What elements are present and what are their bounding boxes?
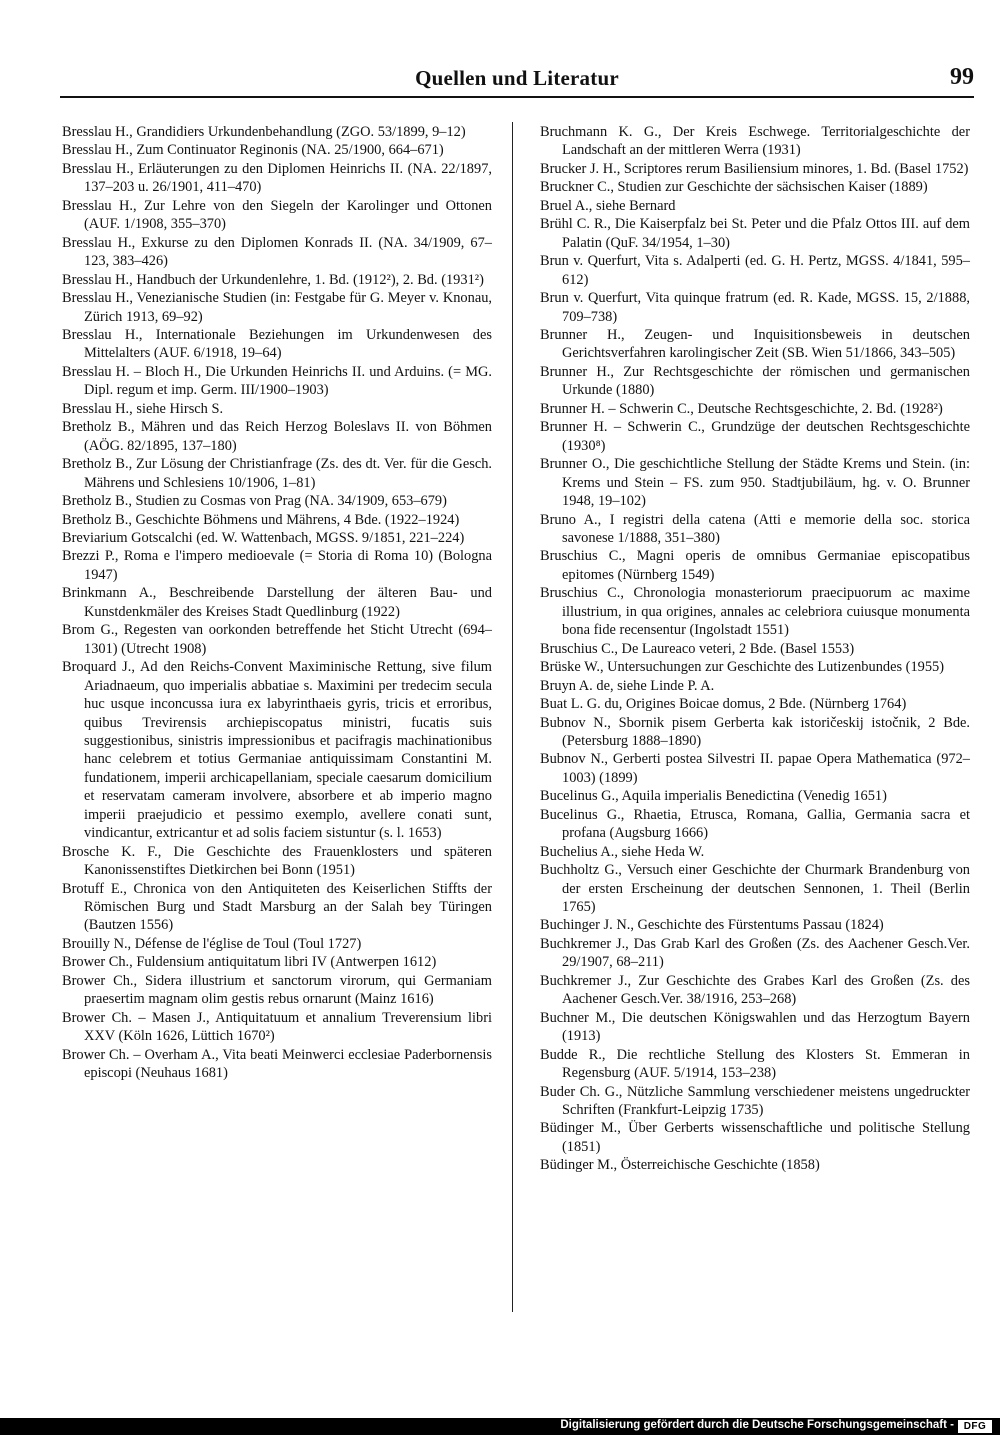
bibliography-entry: Bresslau H., Venezianische Studien (in: Festgabe für G. Meyer v. Knonau, Zürich 1913, 69–92) (62, 290, 492, 325)
bibliography-entry: Brucker J. H., Scriptores rerum Basiliensium minores, 1. Bd. (Basel 1752) (540, 160, 969, 177)
bibliography-entry: Bucelinus G., Aquila imperialis Benedictina (Venedig 1651) (540, 788, 887, 805)
bibliography-entry: Brouilly N., Défense de l'église de Toul (Toul 1727) (62, 935, 362, 952)
bibliography-entry: Bruno A., I registri della catena (Atti e memorie della soc. storica savonese 1/1888, 351–380) (540, 511, 970, 546)
bibliography-entry: Brezzi P., Roma e l'impero medioevale (= Storia di Roma 10) (Bologna 1947) (62, 548, 492, 583)
bibliography-entry: Buchkremer J., Zur Geschichte des Grabes Karl des Großen (Zs. des Aachener Gesch.Ver. 38/1916, 253–268) (540, 972, 970, 1008)
bibliography-entry: Bresslau H., Internationale Beziehungen im Urkundenwesen des Mittelalters (AUF. 6/1918, 19–64) (62, 326, 492, 362)
bibliography-entry: Buchkremer J., Das Grab Karl des Großen (Zs. des Aachener Gesch.Ver. 29/1907, 68–211) (540, 935, 970, 971)
bibliography-entry: Bruckner C., Studien zur Geschichte der sächsischen Kaiser (1889) (540, 179, 928, 196)
footer-bar (0, 1418, 1000, 1435)
bibliography-entry: Bresslau H., Erläuterungen zu den Diplomen Heinrichs II. (NA. 22/1897, 137–203 u. 26/1901, 411–470) (62, 160, 492, 196)
bibliography-entry: Brun v. Querfurt, Vita quinque fratrum (ed. R. Kade, MGSS. 15, 2/1888, 709–738) (540, 290, 970, 325)
bibliography-entry: Broquard J., Ad den Reichs-Convent Maximinische Rettung, sive filum Ariadnaeum, quo imperialis abbatiae s. Maximini per tredecim secula huc usque inconcussa iura ex labyrinthaeis gyris, tricis et erroribus, quibus Trevirensis archiepiscopatus ministri, fucatis suis suggestionibus, sinistris impressionibus et pacifragis machinationibus hanc celebrem et totius Germaniae antiquissimam Constantini M. fundationem, imperii archicapellaniam, speciale caesarum domicilium et reservatam cameram involvere, absorbere et ab imperio magno imperii praejudicio et pessimo exemplo, avellere conati sunt, vindicantur, extricantur et ad solis faciem sistuntur (s. l. 1653) (62, 659, 492, 842)
bibliography-entry: Büdinger M., Über Gerberts wissenschaftliche und politische Stellung (1851) (540, 1120, 970, 1155)
bibliography-entry: Bretholz B., Geschichte Böhmens und Mährens, 4 Bde. (1922–1924) (62, 511, 460, 528)
bibliography-entry: Breviarium Gotscalchi (ed. W. Wattenbach, MGSS. 9/1851, 221–224) (62, 529, 465, 546)
bibliography-entry: Bretholz B., Studien zu Cosmas von Prag (NA. 34/1909, 653–679) (62, 493, 447, 510)
bibliography-entry: Brunner H. – Schwerin C., Grundzüge der deutschen Rechtsgeschichte (1930⁸) (540, 419, 970, 454)
page-number: 99 (950, 64, 974, 90)
bibliography-entry: Buchelius A., siehe Heda W. (540, 843, 705, 860)
page-title: Quellen und Literatur (415, 66, 619, 90)
bibliography-entry: Bruyn A. de, siehe Linde P. A. (540, 677, 715, 694)
bibliography-entry: Brinkmann A., Beschreibende Darstellung der älteren Bau- und Kunstdenkmäler des Kreises Stadt Quedlinburg (1922) (62, 585, 492, 620)
bibliography-entry: Buder Ch. G., Nützliche Sammlung verschiedener meistens ungedruckter Schriften (Frankfurt-Leipzig 1735) (540, 1083, 970, 1119)
bibliography-entry: Büdinger M., Österreichische Geschichte (1858) (540, 1157, 820, 1174)
running-header (60, 62, 974, 98)
bibliography-entry: Bresslau H. – Bloch H., Die Urkunden Heinrichs II. und Arduins. (= MG. Dipl. regum et imp. Germ. III/1900–1903) (62, 363, 492, 399)
bibliography-entry: Brunner H. – Schwerin C., Deutsche Rechtsgeschichte, 2. Bd. (1928²) (540, 400, 943, 417)
bibliography-entry: Bretholz B., Mähren und das Reich Herzog Boleslavs II. von Böhmen (AÖG. 82/1895, 137–180) (62, 419, 492, 454)
bibliography-entry: Bresslau H., Handbuch der Urkundenlehre, 1. Bd. (1912²), 2. Bd. (1931²) (62, 271, 484, 288)
bibliography-entry: Brun v. Querfurt, Vita s. Adalperti (ed. G. H. Pertz, MGSS. 4/1841, 595–612) (540, 253, 970, 288)
bibliography-entry: Brower Ch., Fuldensium antiquitatum libri IV (Antwerpen 1612) (62, 954, 437, 971)
left-column (62, 123, 492, 1083)
bibliography-entry: Bucelinus G., Rhaetia, Etrusca, Romana, Gallia, Germania sacra et profana (Augsburg 1666) (540, 806, 970, 842)
bibliography-entry: Buchholtz G., Versuch einer Geschichte der Churmark Brandenburg von der ersten Erscheinung der deutschen Sennonen, 1. Theil (Berlin 1765) (540, 862, 970, 916)
bibliography-entry: Buchinger J. N., Geschichte des Fürstentums Passau (1824) (540, 917, 884, 934)
bibliography-entry: Bresslau H., siehe Hirsch S. (62, 400, 224, 417)
bibliography-entry: Brosche K. F., Die Geschichte des Frauenklosters und späteren Kanonissenstiftes Dietkirchen bei Bonn (1951) (62, 843, 492, 879)
bibliography-entry: Bruel A., siehe Bernard (540, 197, 676, 214)
bibliography-entry: Brüske W., Untersuchungen zur Geschichte des Lutizenbundes (1955) (540, 659, 945, 676)
bibliography-entry: Bubnov N., Gerberti postea Silvestri II. papae Opera Mathematica (972–1003) (1899) (540, 751, 970, 786)
bibliography-entry: Brower Ch. – Overham A., Vita beati Meinwerci ecclesiae Paderbornensis episcopi (Neuhaus 1681) (62, 1046, 492, 1082)
bibliography-entry: Brunner H., Zeugen- und Inquisitionsbeweis in deutschen Gerichtsverfahren karolingischer Zeit (SB. Wien 51/1866, 343–505) (540, 326, 970, 362)
bibliography-entry: Brunner H., Zur Rechtsgeschichte der römischen und germanischen Urkunde (1880) (540, 363, 970, 399)
bibliography-entry: Brower Ch. – Masen J., Antiquitatuum et annalium Treverensium libri XXV (Köln 1626, Lüttich 1670²) (62, 1009, 492, 1045)
bibliography-entry: Bresslau H., Zum Continuator Reginonis (NA. 25/1900, 664–671) (62, 142, 444, 159)
bibliography-entry: Bruchmann K. G., Der Kreis Eschwege. Territorialgeschichte der Landschaft an der mittleren Werra (1931) (540, 124, 970, 159)
bibliography-entry: Bruschius C., Chronologia monasteriorum praecipuorum ac maxime illustrium, in qua origines, annales ac celebriora cuiusque monumenta bona fide recensentur (Ingolstadt 1551) (540, 585, 970, 639)
bibliography-entry: Brunner O., Die geschichtliche Stellung der Städte Krems und Stein. (in: Krems und Stein – FS. zum 950. Stadtjubiläum, hg. v. O. Brunner 1948, 19–102) (540, 456, 970, 510)
bibliography-entry: Bretholz B., Zur Lösung der Christianfrage (Zs. des dt. Ver. für die Gesch. Mährens und Schlesiens 10/1906, 1–81) (62, 456, 492, 491)
bibliography-entry: Brom G., Regesten van oorkonden betreffende het Sticht Utrecht (694–1301) (Utrecht 1908) (62, 622, 492, 657)
bibliography-entry: Bruschius C., De Laureaco veteri, 2 Bde. (Basel 1553) (540, 640, 855, 657)
bibliography-entry: Bresslau H., Grandidiers Urkundenbehandlung (ZGO. 53/1899, 9–12) (62, 124, 466, 140)
bibliography-entry: Bresslau H., Exkurse zu den Diplomen Konrads II. (NA. 34/1909, 67–123, 383–426) (62, 234, 492, 270)
bibliography-entry: Brotuff E., Chronica von den Antiquiteten des Keiserlichen Stiffts der Römischen Burg und Stadt Marsburg an der Salah bey Türingen (Bautzen 1556) (62, 880, 492, 934)
bibliography-entry: Brühl C. R., Die Kaiserpfalz bei St. Peter und die Pfalz Ottos III. auf dem Palatin (QuF. 34/1954, 1–30) (540, 216, 970, 251)
bibliography-entry: Bresslau H., Zur Lehre von den Siegeln der Karolinger und Ottonen (AUF. 1/1908, 355–370) (62, 197, 492, 233)
right-column (540, 123, 970, 1175)
bibliography-entry: Bubnov N., Sbornik pisem Gerberta kak istoričeskij istočnik, 2 Bde. (Petersburg 1888–1890) (540, 714, 970, 749)
bibliography-entry: Buchner M., Die deutschen Königswahlen und das Herzogtum Bayern (1913) (540, 1009, 970, 1045)
bibliography-entry: Budde R., Die rechtliche Stellung des Klosters St. Emmeran in Regensburg (AUF. 5/1914, 153–238) (540, 1046, 970, 1082)
dfg-logo: DFG (958, 1420, 992, 1433)
bibliography-entry: Bruschius C., Magni operis de omnibus Germaniae episcopatibus epitomes (Nürnberg 1549) (540, 548, 970, 583)
column-divider (512, 122, 513, 1312)
bibliography-entry: Buat L. G. du, Origines Boicae domus, 2 Bde. (Nürnberg 1764) (540, 696, 907, 713)
footer-credit: Digitalisierung gefördert durch die Deutsche Forschungsgemeinschaft - (560, 1419, 954, 1431)
bibliography-entry: Brower Ch., Sidera illustrium et sanctorum virorum, qui Germaniam praesertim magnam olim gestis rebus ornarunt (Mainz 1616) (62, 972, 492, 1008)
